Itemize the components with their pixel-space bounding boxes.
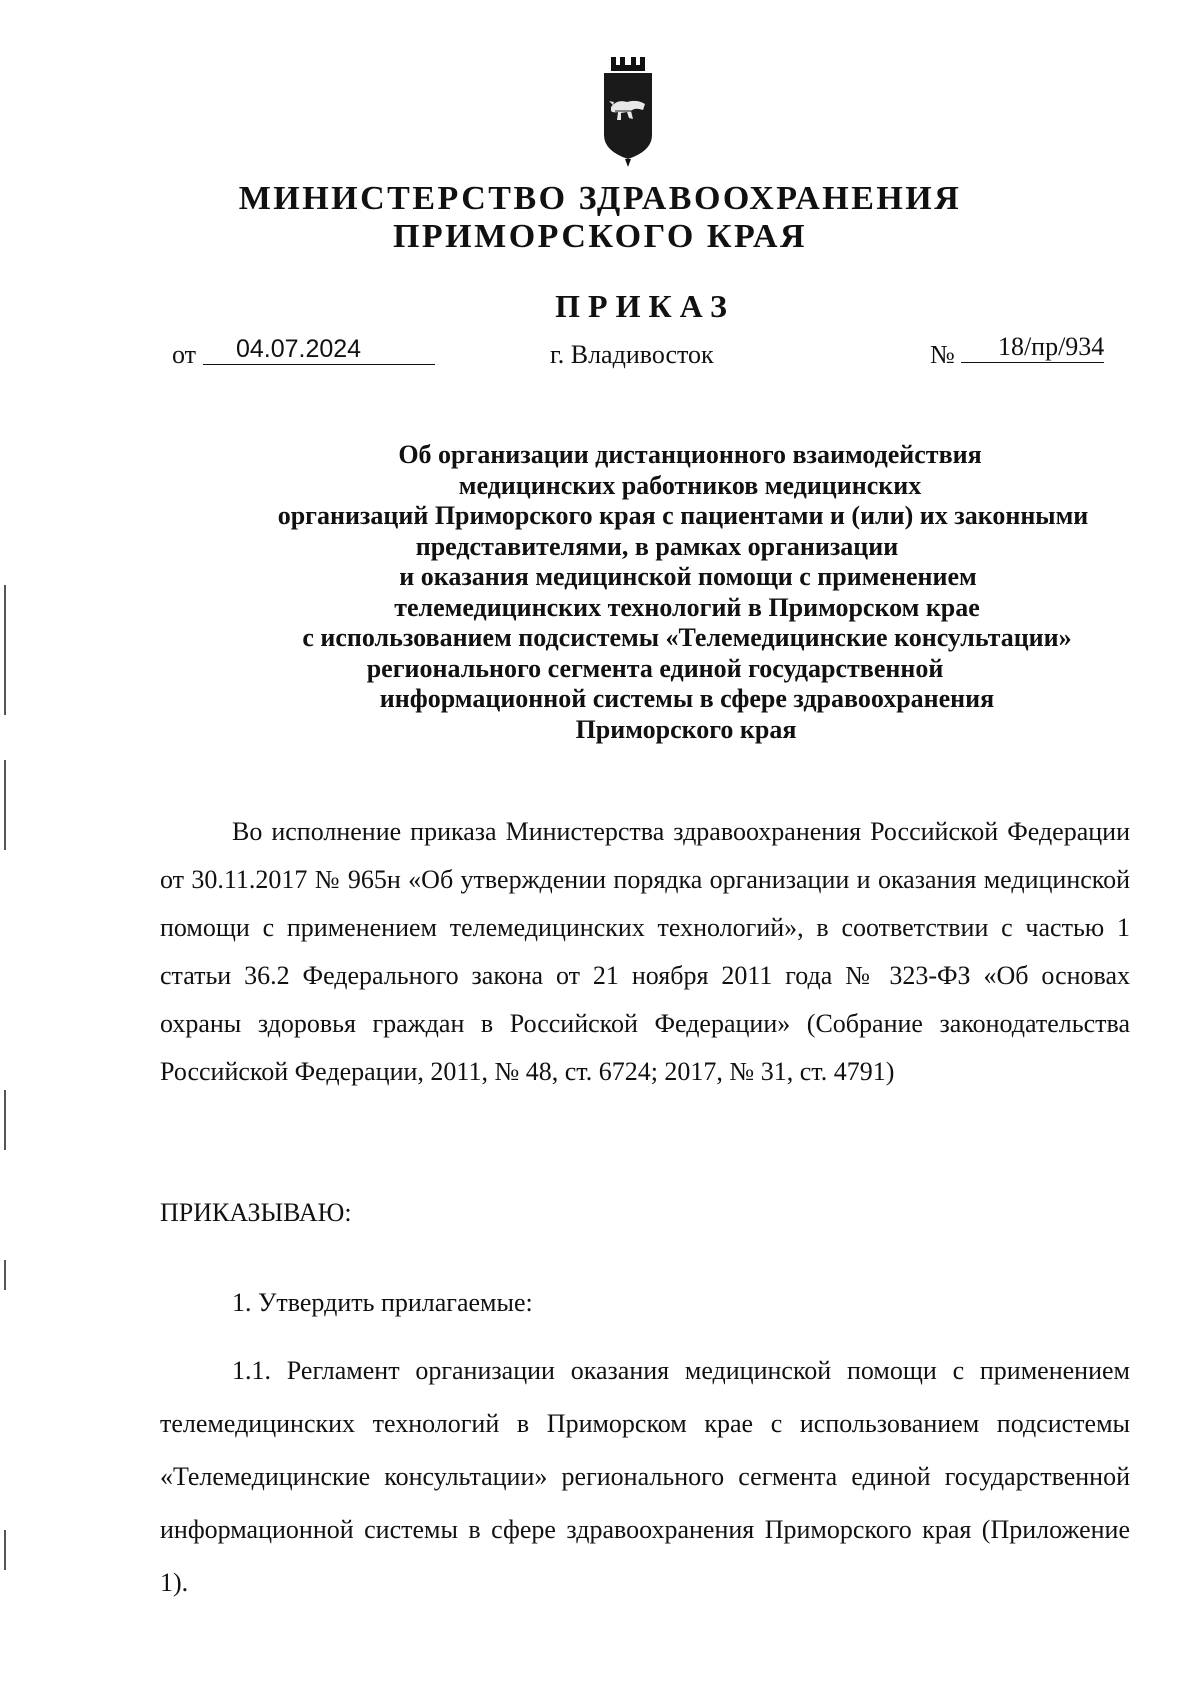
preamble-paragraph: Во исполнение приказа Министерства здравоохранения Российской Федерации от 30.11.2017 № 965н «Об утверждении порядка организации и оказания медицинской помощи с применением телемедицинских технологий», в соответствии с частью 1 статьи 36.2 Федерального закона от 21 ноября 2011 года № 323-ФЗ «Об основах охраны здоровья граждан в Российской Федерации» (Собрание законодательства Российской Федерации, 2011, № 48, ст. 6724; 2017, № 31, ст. 4791) (160, 817, 1130, 1086)
ministry-title (0, 180, 1200, 256)
subject-line: информационной системы в сфере здравоохранения (379, 684, 995, 713)
date-prefix: от (172, 340, 197, 369)
subject-line: Приморского края (575, 714, 797, 744)
subject-line: Об организации дистанционного взаимодействия (398, 440, 982, 469)
date-value: 04.07.2024 (203, 335, 435, 365)
subject-line: медицинских работников медицинских (458, 470, 922, 500)
order-date (172, 335, 435, 376)
scan-edge-mark (4, 1260, 6, 1290)
subject-line: телемедицинских технологий в Приморском крае (394, 592, 980, 622)
subject-line: регионального сегмента единой государственной (366, 653, 944, 683)
orders-heading: ПРИКАЗЫВАЮ: (160, 1198, 352, 1227)
order-item-1: 1. Утвердить прилагаемые: (232, 1288, 533, 1317)
coat-of-arms-icon (599, 55, 657, 167)
order-item-1-1: 1.1. Регламент организации оказания медицинской помощи с применением телемедицинских технологий в Приморском крае с использованием подсистемы «Телемедицинские консультации» регионального сегмента единой государственной информационной системы в сфере здравоохранения Приморского края (Приложение 1). (160, 1356, 1130, 1597)
order-number (930, 332, 1105, 376)
scan-edge-mark (4, 760, 6, 850)
subject-line: и оказания медицинской помощи с применением (399, 562, 977, 591)
document-type-title: ПРИКАЗ (555, 288, 735, 324)
ministry-title-line2: ПРИМОРСКОГО КРАЯ (392, 218, 808, 255)
subject-line: организаций Приморского края с пациентами и (или) их законными (277, 501, 1089, 530)
subject-line: с использованием подсистемы «Телемедицинские консультации» (302, 623, 1072, 652)
ministry-title-line1: МИНИСТЕРСТВО ЗДРАВООХРАНЕНИЯ (238, 180, 962, 217)
scan-edge-mark (4, 1530, 6, 1570)
number-value: 18/пр/934 (961, 332, 1104, 363)
order-city: г. Владивосток (550, 340, 714, 369)
scan-edge-mark (4, 585, 6, 715)
scan-edge-mark (4, 1090, 6, 1150)
subject-line: представителями, в рамках организации (415, 531, 899, 561)
number-prefix: № (930, 340, 955, 369)
